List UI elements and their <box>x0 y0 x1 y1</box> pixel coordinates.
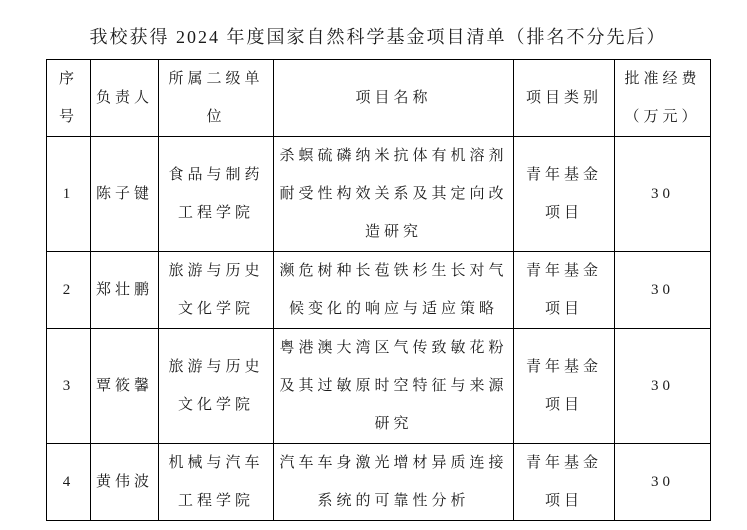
cell-project: 汽车车身激光增材异质连接系统的可靠性分析 <box>274 444 514 521</box>
cell-funding: 30 <box>615 137 711 252</box>
cell-category: 青年基金项目 <box>514 444 615 521</box>
cell-unit: 机械与汽车工程学院 <box>159 444 274 521</box>
cell-index: 1 <box>47 137 91 252</box>
column-header-project: 项目名称 <box>274 60 514 137</box>
cell-pi: 覃筱馨 <box>91 329 159 444</box>
cell-unit: 旅游与历史文化学院 <box>159 329 274 444</box>
cell-funding: 30 <box>615 252 711 329</box>
table-row <box>47 137 711 252</box>
cell-pi: 陈子键 <box>91 137 159 252</box>
cell-unit: 旅游与历史文化学院 <box>159 252 274 329</box>
page-title: 我校获得 2024 年度国家自然科学基金项目清单（排名不分先后） <box>89 27 667 47</box>
cell-unit: 食品与制药工程学院 <box>159 137 274 252</box>
cell-funding: 30 <box>615 444 711 521</box>
cell-project: 粤港澳大湾区气传致敏花粉及其过敏原时空特征与来源研究 <box>274 329 514 444</box>
cell-pi: 郑壮鹏 <box>91 252 159 329</box>
column-header-index: 序号 <box>47 60 91 137</box>
cell-index: 3 <box>47 329 91 444</box>
document-body <box>46 0 710 521</box>
table-row <box>47 252 711 329</box>
cell-pi: 黄伟波 <box>91 444 159 521</box>
cell-index: 4 <box>47 444 91 521</box>
cell-funding: 30 <box>615 329 711 444</box>
projects-table <box>46 59 711 521</box>
cell-index: 2 <box>47 252 91 329</box>
table-row <box>47 444 711 521</box>
cell-project: 濒危树种长苞铁杉生长对气候变化的响应与适应策略 <box>274 252 514 329</box>
column-header-unit: 所属二级单位 <box>159 60 274 137</box>
header-row <box>47 60 711 137</box>
column-header-funding: 批准经费（万元） <box>615 60 711 137</box>
cell-project: 杀螟硫磷纳米抗体有机溶剂耐受性构效关系及其定向改造研究 <box>274 137 514 252</box>
column-header-pi: 负责人 <box>91 60 159 137</box>
cell-category: 青年基金项目 <box>514 252 615 329</box>
cell-category: 青年基金项目 <box>514 329 615 444</box>
cell-category: 青年基金项目 <box>514 137 615 252</box>
table-row <box>47 329 711 444</box>
column-header-category: 项目类别 <box>514 60 615 137</box>
